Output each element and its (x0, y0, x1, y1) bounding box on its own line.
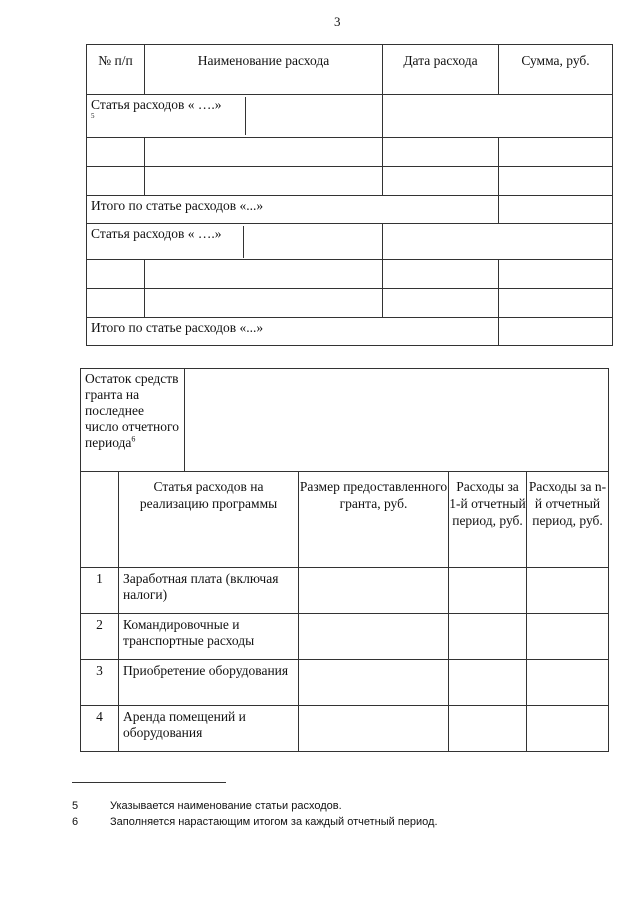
table-row (87, 167, 613, 196)
article-cell (87, 224, 383, 260)
footnote-text: Указывается наименование статьи расходов. (110, 800, 342, 812)
header-date: Дата расхода (383, 45, 499, 95)
footnote-text: Заполняется нарастающим итогом за каждый отчетный период. (110, 816, 438, 828)
header-period-1: Расходы за 1-й отчетный период, руб. (449, 472, 527, 568)
expenses-table (86, 44, 613, 346)
program-expenses-table (80, 368, 609, 752)
footnote-5 (72, 800, 342, 812)
row-name: Аренда помещений и оборудования (119, 706, 299, 752)
page-number: 3 (334, 14, 341, 29)
table-row (81, 568, 609, 614)
header-grant-size: Размер предоставленного гранта, руб. (299, 472, 449, 568)
article-cell (87, 95, 383, 138)
table-row (81, 660, 609, 706)
header-name: Наименование расхода (145, 45, 383, 95)
footnote-separator (72, 782, 226, 783)
footnote-6 (72, 816, 438, 828)
row-name: Приобретение оборудования (119, 660, 299, 706)
balance-label: Остаток средств гранта на последнее число отчетного периода (85, 371, 179, 450)
header-period-n: Расходы за n-й отчетный период, руб. (527, 472, 609, 568)
balance-label-cell (81, 369, 185, 472)
footnote-ref-5: 5 (91, 112, 95, 120)
header-sum: Сумма, руб. (499, 45, 613, 95)
table-row (87, 289, 613, 318)
table-row (87, 260, 613, 289)
row-num: 3 (81, 660, 119, 706)
table-row (81, 706, 609, 752)
total-label: Итого по статье расходов «...» (87, 196, 499, 224)
total-value[interactable] (499, 196, 613, 224)
article-label: Статья расходов « ….» (91, 97, 222, 112)
row-name: Командировочные и транспортные расходы (119, 614, 299, 660)
article-value-cell[interactable] (383, 224, 613, 260)
article-value-cell[interactable] (383, 95, 613, 138)
header-num: № п/п (87, 45, 145, 95)
row-num: 2 (81, 614, 119, 660)
footnote-ref-6: 6 (131, 434, 136, 444)
footnote-number: 6 (72, 816, 79, 828)
row-name: Заработная плата (включая налоги) (119, 568, 299, 614)
balance-value[interactable] (185, 369, 609, 472)
table-row (87, 138, 613, 167)
row-num: 4 (81, 706, 119, 752)
table-row (81, 614, 609, 660)
row-num: 1 (81, 568, 119, 614)
total-label: Итого по статье расходов «...» (87, 318, 499, 346)
header-article: Статья расходов на реализацию программы (119, 472, 299, 568)
footnote-number: 5 (72, 800, 79, 812)
total-value[interactable] (499, 318, 613, 346)
article-label: Статья расходов « ….» (91, 226, 222, 241)
